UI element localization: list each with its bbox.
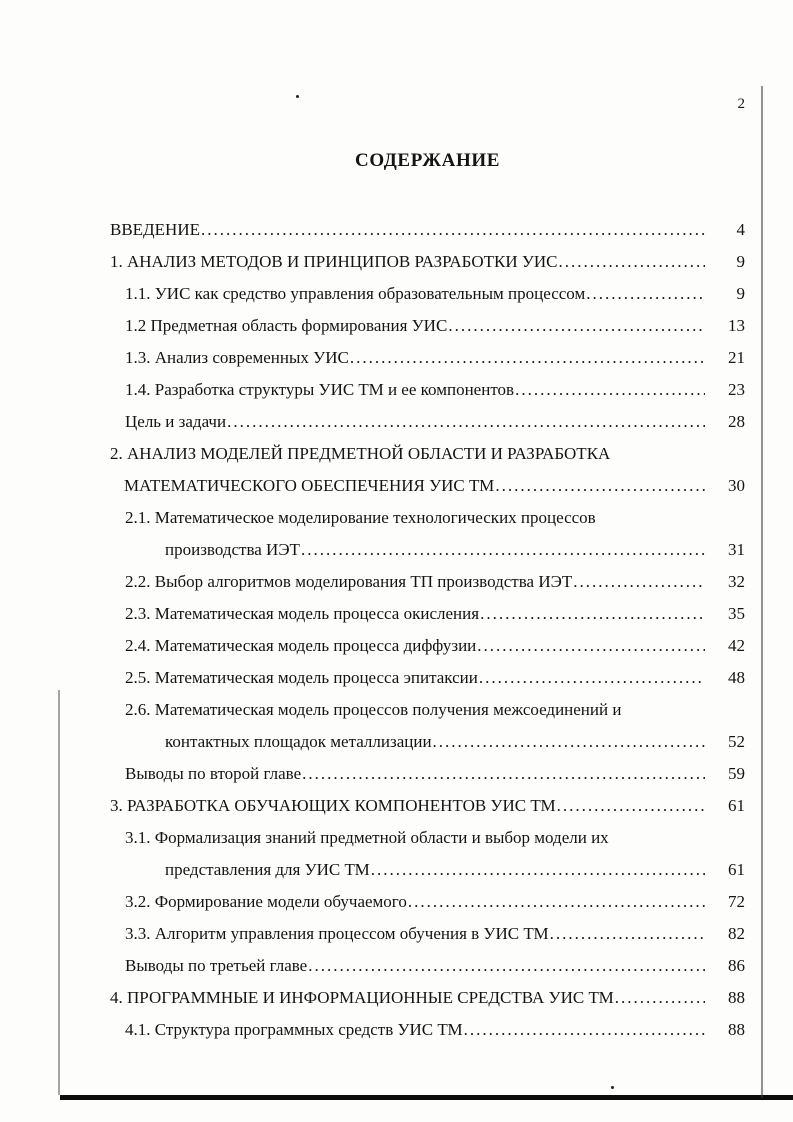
toc-dot-leader: [550, 918, 705, 950]
toc-entry-text: Выводы по третьей главе: [125, 956, 308, 975]
toc-dot-leader: [559, 246, 706, 278]
scan-speck: [611, 1086, 614, 1089]
toc-entry: [125, 822, 745, 886]
toc-dot-leader: [477, 630, 705, 662]
toc-dot-leader: [479, 662, 705, 694]
toc-page-number: 9: [736, 252, 745, 271]
toc-dot-leader: [464, 1014, 705, 1046]
toc-entry-line: [125, 278, 745, 310]
toc-entry: [125, 502, 745, 566]
toc-page-number: 88: [728, 1020, 745, 1039]
toc-entry-text: 3. РАЗРАБОТКА ОБУЧАЮЩИХ КОМПОНЕНТОВ УИС ТМ: [110, 796, 556, 815]
toc-entry-line-continuation: [165, 534, 745, 566]
toc-entry-text: представления для УИС ТМ: [165, 860, 370, 879]
toc-entry-text: 3.2. Формирование модели обучаемого: [125, 892, 407, 911]
toc-dot-leader: [480, 598, 705, 630]
toc-entry-line: [125, 694, 745, 726]
toc-entry-line: [110, 790, 745, 822]
toc-entry-text: ВВЕДЕНИЕ: [110, 220, 200, 239]
toc-page-number: 48: [728, 668, 745, 687]
toc-page-number: 42: [728, 636, 745, 655]
toc-entry: [110, 214, 745, 246]
toc-entry: [125, 1014, 745, 1046]
toc-page-number: 82: [728, 924, 745, 943]
toc-entry-text: 1.2 Предметная область формирования УИС: [125, 316, 448, 335]
toc-dot-leader: [201, 214, 705, 246]
toc-dot-leader: [301, 534, 705, 566]
toc-dot-leader: [227, 406, 705, 438]
scan-edge-right: [761, 86, 763, 1098]
toc-entry-text: Выводы по второй главе: [125, 764, 302, 783]
toc-entry: [125, 886, 745, 918]
toc-entry-line-continuation: [124, 470, 745, 502]
toc-entry: [125, 758, 745, 790]
toc-entry-text: 1.4. Разработка структуры УИС ТМ и ее компонентов: [125, 380, 515, 399]
toc-entry-line: [110, 214, 745, 246]
toc-page-number: 28: [728, 412, 745, 431]
toc-page-number: 72: [728, 892, 745, 911]
toc-page-number: 59: [728, 764, 745, 783]
toc-entry-text: 1. АНАЛИЗ МЕТОДОВ И ПРИНЦИПОВ РАЗРАБОТКИ УИС: [110, 252, 558, 271]
toc-entry-text: 2.6. Математическая модель процессов получения межсоединений и: [125, 700, 622, 719]
toc-entry-line: [125, 374, 745, 406]
toc-dot-leader: [371, 854, 705, 886]
toc-entry: [110, 790, 745, 822]
toc-entry: [125, 342, 745, 374]
toc-page-number: 21: [728, 348, 745, 367]
toc-entry: [125, 310, 745, 342]
toc-entry-text: Цель и задачи: [125, 412, 227, 431]
toc-entry-text: 2.2. Выбор алгоритмов моделирования ТП производства ИЭТ: [125, 572, 573, 591]
toc-page-number: 32: [728, 572, 745, 591]
toc-dot-leader: [586, 278, 705, 310]
toc-page-number: 31: [728, 540, 745, 559]
toc-dot-leader: [495, 470, 705, 502]
toc-entry-line-continuation: [165, 726, 745, 758]
toc-entry-line: [125, 566, 745, 598]
toc-entry-text: 1.3. Анализ современных УИС: [125, 348, 349, 367]
toc-entry: [125, 406, 745, 438]
toc-entry: [110, 982, 745, 1014]
toc-entry-text: МАТЕМАТИЧЕСКОГО ОБЕСПЕЧЕНИЯ УИС ТМ: [124, 476, 495, 495]
toc-dot-leader: [302, 758, 705, 790]
toc-entry: [125, 374, 745, 406]
toc-entry-text: производства ИЭТ: [165, 540, 300, 559]
toc-entry-text: 2.4. Математическая модель процесса диффузии: [125, 636, 477, 655]
page-title: СОДЕРЖАНИЕ: [355, 150, 500, 171]
toc-dot-leader: [448, 310, 705, 342]
toc-entry-line: [125, 950, 745, 982]
toc-entry-line: [125, 598, 745, 630]
page-content: [110, 96, 745, 1046]
toc-entry-line: [110, 246, 745, 278]
toc-dot-leader: [515, 374, 705, 406]
toc-entry-line: [125, 310, 745, 342]
toc-entry-text: 4. ПРОГРАММНЫЕ И ИНФОРМАЦИОННЫЕ СРЕДСТВА УИС ТМ: [110, 988, 614, 1007]
toc-entry-text: 3.1. Формализация знаний предметной области и выбор модели их: [125, 828, 609, 847]
toc-entry-text: 2.5. Математическая модель процесса эпитаксии: [125, 668, 478, 687]
toc-entry-line: [110, 438, 745, 470]
toc-entry: [125, 278, 745, 310]
toc-page-number: 52: [728, 732, 745, 751]
toc-entry: [125, 566, 745, 598]
toc-entry: [110, 438, 745, 502]
toc-dot-leader: [615, 982, 705, 1014]
toc-page-number: 35: [728, 604, 745, 623]
toc-entry-line: [125, 630, 745, 662]
toc-entry-line: [125, 918, 745, 950]
toc-entry-line: [125, 758, 745, 790]
toc-entry-text: 4.1. Структура программных средств УИС ТМ: [125, 1020, 463, 1039]
toc-page-number: 9: [736, 284, 745, 303]
scan-edge-left: [58, 690, 60, 1095]
toc-entry-text: 2. АНАЛИЗ МОДЕЛЕЙ ПРЕДМЕТНОЙ ОБЛАСТИ И РАЗРАБОТКА: [110, 444, 611, 463]
toc-entry-line: [125, 1014, 745, 1046]
toc-entry-line: [125, 662, 745, 694]
toc-entry: [125, 662, 745, 694]
toc-page-number: 88: [728, 988, 745, 1007]
toc-page-number: 86: [728, 956, 745, 975]
toc-entry-line: [125, 886, 745, 918]
page-number: 2: [737, 96, 745, 112]
toc-dot-leader: [557, 790, 705, 822]
toc-dot-leader: [573, 566, 705, 598]
toc-page-number: 4: [736, 220, 745, 239]
toc-entry-line: [125, 342, 745, 374]
toc-entry: [125, 918, 745, 950]
toc-entry: [125, 598, 745, 630]
toc-page-number: 13: [728, 316, 745, 335]
toc-entry-line: [125, 502, 745, 534]
toc-page-number: 23: [728, 380, 745, 399]
toc-dot-leader: [308, 950, 705, 982]
toc-entry-line: [125, 406, 745, 438]
toc-page-number: 30: [728, 476, 745, 495]
toc-entry: [125, 630, 745, 662]
toc-dot-leader: [433, 726, 705, 758]
toc-dot-leader: [350, 342, 705, 374]
toc-entry: [110, 246, 745, 278]
toc-dot-leader: [408, 886, 705, 918]
toc-entry-text: 1.1. УИС как средство управления образовательным процессом: [125, 284, 586, 303]
toc-page-number: 61: [728, 860, 745, 879]
toc-entry-text: контактных площадок металлизации: [165, 732, 432, 751]
toc-entry-text: 2.3. Математическая модель процесса окисления: [125, 604, 480, 623]
toc-entry: [125, 694, 745, 758]
scan-edge-bottom: [60, 1095, 793, 1100]
toc-entry-line: [125, 822, 745, 854]
toc-entry-line: [110, 982, 745, 1014]
toc-page-number: 61: [728, 796, 745, 815]
toc-entry: [125, 950, 745, 982]
toc-entry-line-continuation: [165, 854, 745, 886]
toc-entry-text: 2.1. Математическое моделирование технологических процессов: [125, 508, 596, 527]
table-of-contents: [110, 214, 745, 1046]
toc-entry-text: 3.3. Алгоритм управления процессом обучения в УИС ТМ: [125, 924, 549, 943]
